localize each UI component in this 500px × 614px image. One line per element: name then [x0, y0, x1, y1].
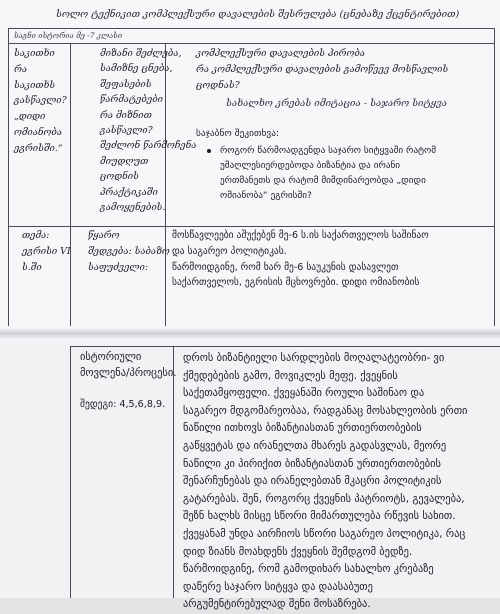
task-handwritten-note: სახალხო კრებას იმიტაცია - საჯარო სიტყვა [226, 98, 448, 109]
subject-line: საგნი ისტორია მე -7 კლასი [14, 31, 123, 40]
table-row-divider [8, 226, 495, 227]
table-border-left [70, 346, 71, 598]
cell-task-intro: მოსწავლეები აშუქებენ მე-6 ს.ის საქართველოს საშინაო და საგარეო პოლიტიკას. წარმოიდგინე, რომ ხარ მე-6 საუკუნის დასავლეთ საქართველოს, ეგრისის მცხოვრები. დიდი ომიანობის [172, 230, 429, 289]
table-border-top [70, 346, 500, 347]
table-col-divider-1 [70, 43, 71, 326]
table-border-left [8, 28, 9, 326]
cell-theme: თემა: ეგრისი VI ს.ში [22, 230, 71, 273]
support-question-heading: საჯაბნო შეკითხვა: [196, 128, 280, 139]
cell-assessment-criteria: შედეგი: 4,5,6,8,9. [80, 399, 166, 410]
table-col-divider [173, 346, 174, 598]
cell-source: წყარო შედგება: საბაზო საფუძველი: [88, 230, 170, 273]
table-border-header [8, 43, 495, 44]
cell-goal-concept: მიზანი შეძლება, სამიზნე ცნება, შეფასების წარმატებები რა მიზნით გასწავლი? შეძლონ წარმოჩენა მიუდღუთ ცოდნის პრაქტიკაში გამოყენების. [100, 48, 197, 214]
cell-task-condition: კომპლექსური დავალების პირობა რა კომპლექსური დავალების გამოწვევ მოსწავლის ცოდნას? [196, 48, 449, 91]
cell-historical-event: ისტორიული მოვლენა/პროცესი. [80, 351, 177, 379]
bullet-dot [207, 149, 211, 153]
cell-topic-question: საკითხი რა საკითხს გასწავლი? „დიდი ომიანობა ეგრისში.“ [14, 48, 67, 154]
table-border-right [494, 28, 495, 326]
worksheet-page-bottom [0, 338, 500, 611]
table-border-top [8, 28, 495, 29]
cell-task-body: დროს ბიზანტიელი სარდლების მოღალატეობრი- ვი ქმედებების გამო, მოვიკლეს მეფე. ქვეყნის საქეთამყოფელი. ქვეყანაში როული საშინაო და საგარეო მდგომარეობაა, რადგანაც მოსახლეობის ერთი ნაწილი ითხოვს ბიზანტიასთან ურთიერთობების გაწყვეტას და ირანელთა მხარეს გადასვლას, მეორე ნაწილი კი პირიქით ბიზანტიასთან ურთიერთობების შენარჩუნებას და ირანელებთან მკაცრი პოლიტიკის გატარებას. შენ, როგორც ქვეყნის პატრიოტს, გევალება, შეზნ ხალხს მისცე სწორი მიმართულება რწევის სახით. ქვეყანამ უნდა აირჩიოს სწორი საგარეო პოლიტიკა, რაც დიდ ზიანს მოახდენს ქვეყნის შემდგომ ბედზე. წარმოიდგინე, რომ გამოდიხარ სახალხო კრებაზე დაწერე საჯარო სიტყვა და დაასაბუთე არგუმენტირებულად შენი მოსაზრება. [183, 352, 468, 611]
worksheet-title: სოლო ტექნიკით კომპლექსური დავალების შესრულება (ცნებაზე ქცენტირებით) [56, 9, 460, 20]
support-question-text: როგორ წარმოადგენდა საჯარო სიტყვაში რატომ უმაღლესიერდებოდა ბიზანტია და ირანი ერთმანეთს და რატომ მიმდინარეობდა „დიდი ომიანობა“ ეგრისში? [220, 145, 437, 201]
